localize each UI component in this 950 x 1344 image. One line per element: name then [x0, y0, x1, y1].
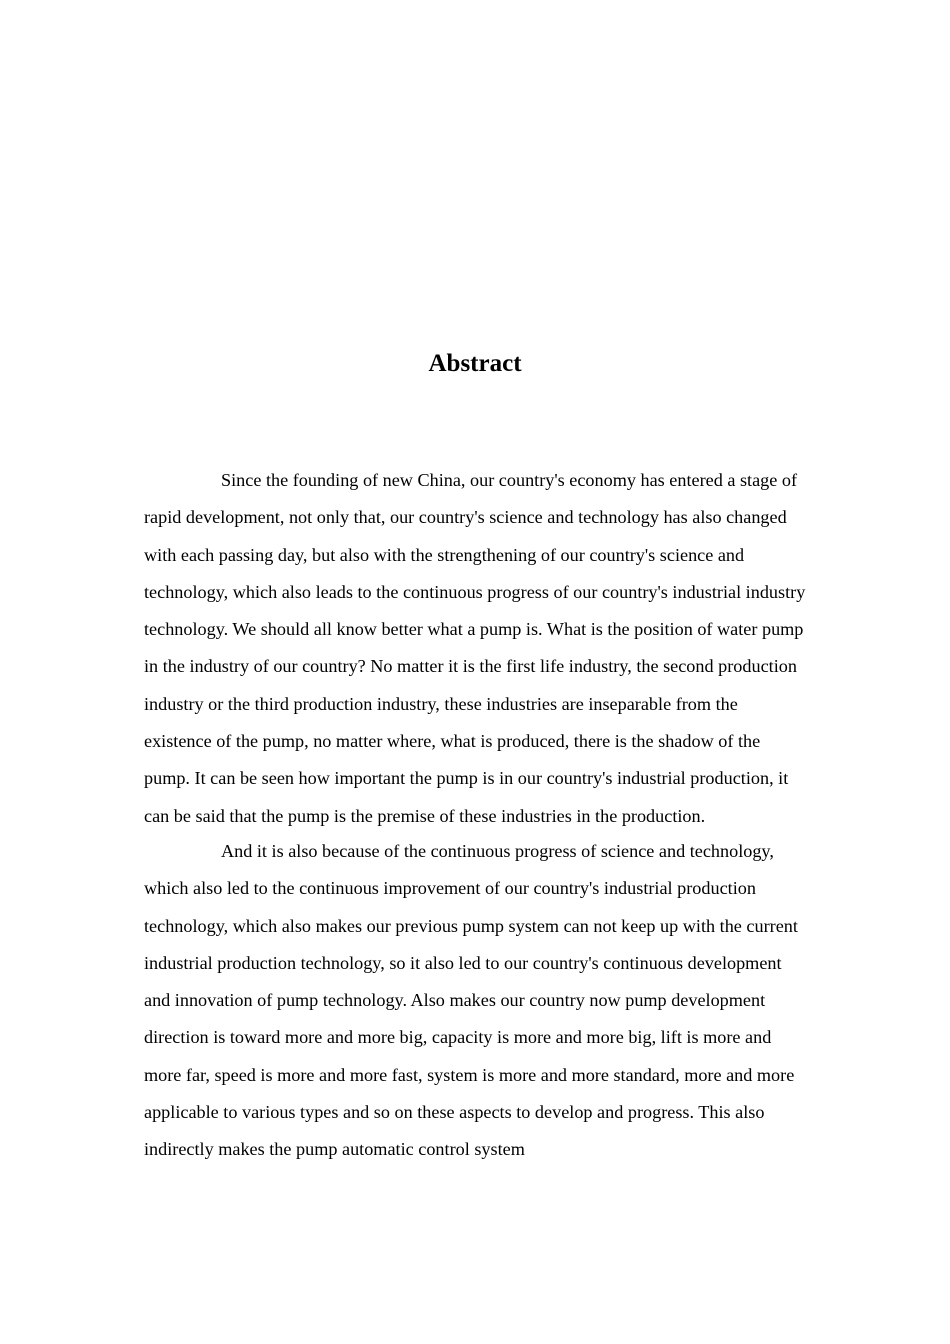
paragraph-1: Since the founding of new China, our country's economy has entered a stage of rapid development, not only that, our country's science and technology has also changed with each passing day, but also with the strengthening of our country's science and technology, which also leads to the continuous progress of our country's industrial industry technology. We should all know better what a pump is. What is the position of water pump in the industry of our country? No matter it is the first life industry, the second production industry or the third production industry, these industries are inseparable from the existence of the pump, no matter where, what is produced, there is the shadow of the pump. It can be seen how important the pump is in our country's industrial production, it can be said that the pump is the premise of these industries in the production.: [144, 470, 806, 826]
abstract-body: [144, 462, 808, 1169]
page-title: Abstract: [428, 350, 522, 377]
paragraph-2: And it is also because of the continuous progress of science and technology, which also led to the continuous improvement of our country's industrial production technology, which also makes our previous pump system can not keep up with the current industrial production technology, so it also led to our country's continuous development and innovation of pump technology. Also makes our country now pump development direction is toward more and more big, capacity is more and more big, lift is more and more far, speed is more and more fast, system is more and more standard, more and more applicable to various types and so on these aspects to develop and progress. This also indirectly makes the pump automatic control system: [144, 840, 798, 1160]
